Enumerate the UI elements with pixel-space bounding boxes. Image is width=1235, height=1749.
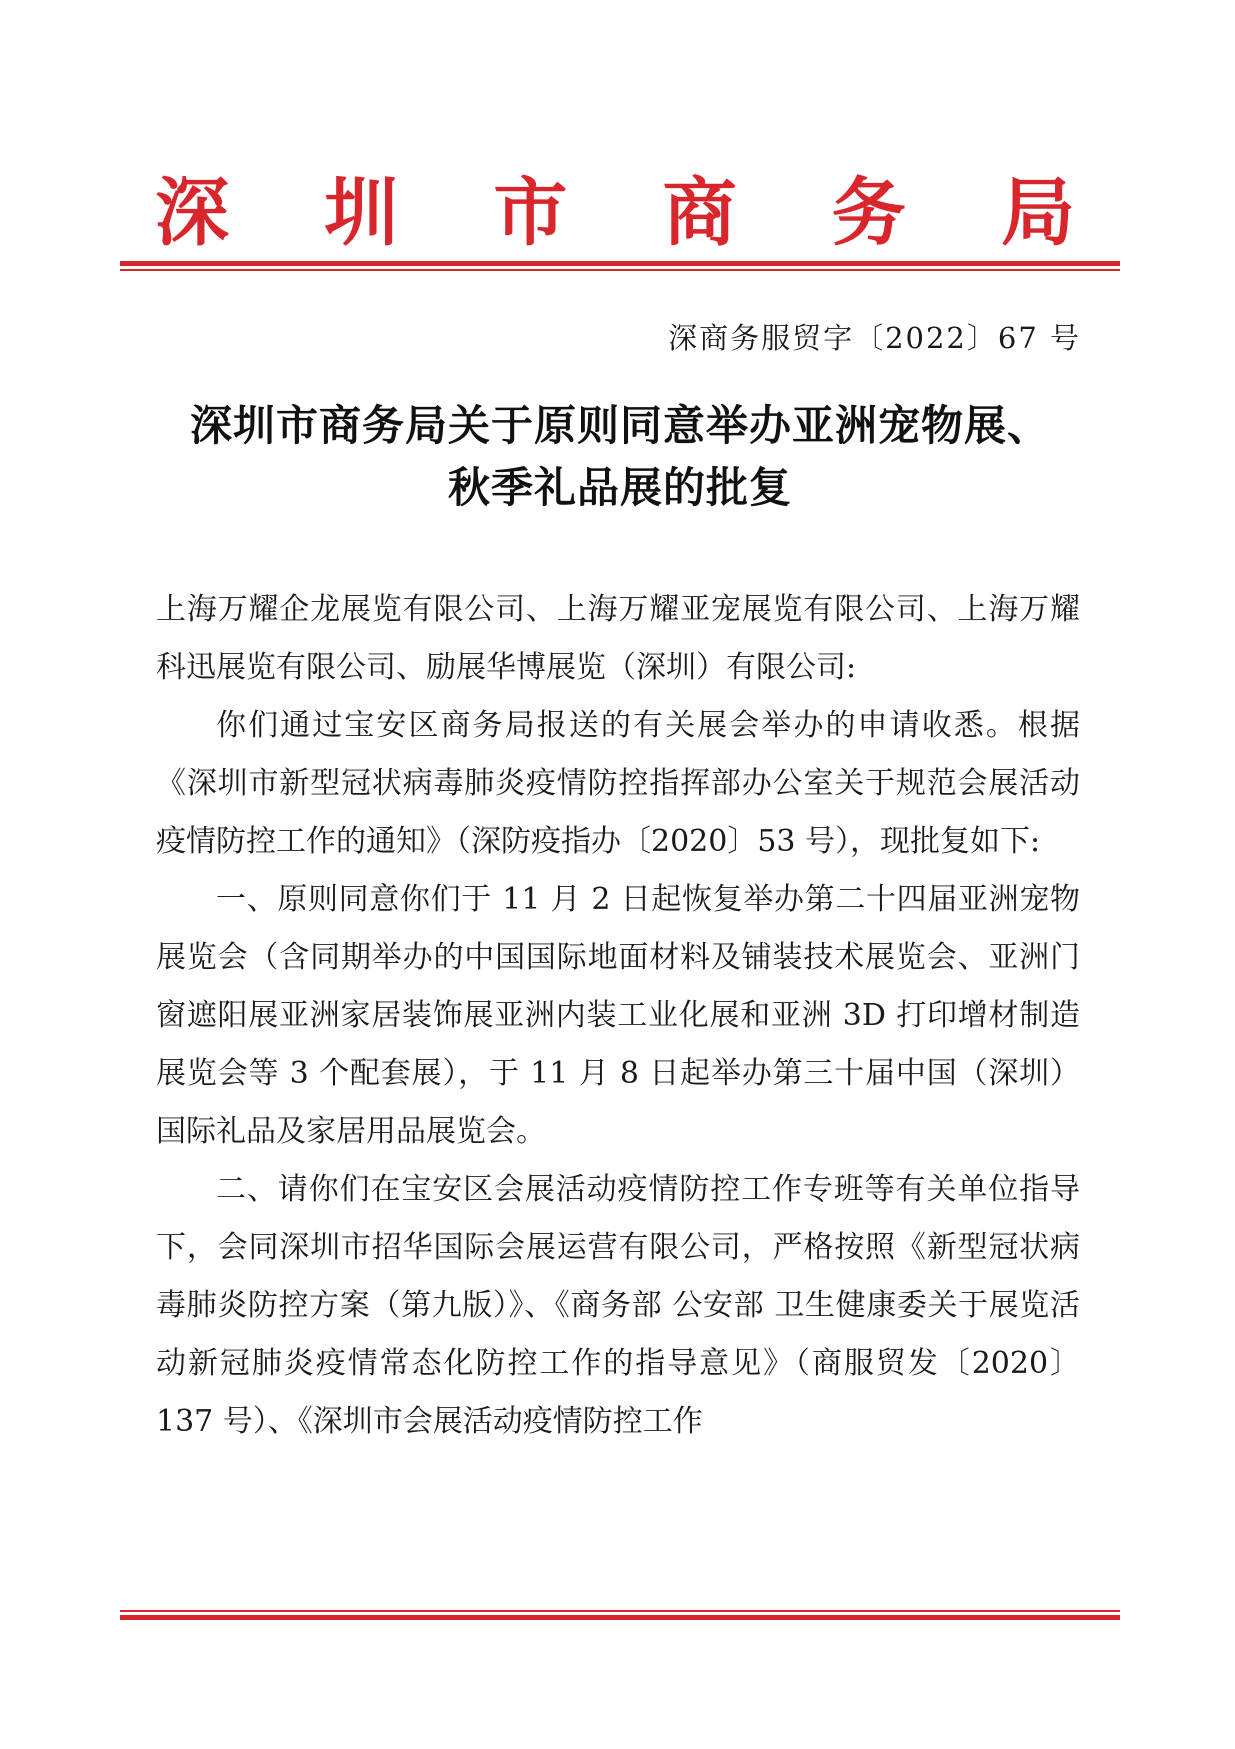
document-body xyxy=(156,581,1080,1451)
header-char: 深 xyxy=(155,170,229,256)
title-line: 秋季礼品展的批复 xyxy=(447,463,792,512)
header-char: 局 xyxy=(1000,170,1075,256)
header-char: 圳 xyxy=(324,170,399,256)
header-divider xyxy=(120,261,1120,271)
issuer-header xyxy=(155,168,1075,258)
header-char: 市 xyxy=(493,170,568,256)
header-char: 商 xyxy=(662,170,737,256)
document-title xyxy=(120,395,1120,519)
paragraph: 二、请你们在宝安区会展活动疫情防控工作专班等有关单位指导下，会同深圳市招华国际会展运营有限公司，严格按照《新型冠状病毒肺炎防控方案（第九版）》、《商务部 公安部 卫生健康委关于展览活动新冠肺炎疫情常态化防控工作的指导意见》（商服贸发〔2020〕137 号）、《深圳市会展活动疫情防控工作 xyxy=(156,1172,1080,1439)
footer-divider xyxy=(120,1610,1120,1620)
header-char: 务 xyxy=(831,170,906,256)
salutation: 上海万耀企龙展览有限公司、上海万耀亚宠展览有限公司、上海万耀科迅展览有限公司、励展华博展览（深圳）有限公司: xyxy=(156,592,1080,685)
paragraph: 你们通过宝安区商务局报送的有关展会举办的申请收悉。根据《深圳市新型冠状病毒肺炎疫情防控指挥部办公室关于规范会展活动疫情防控工作的通知》（深防疫指办〔2020〕53 号），现批复如下: xyxy=(156,708,1080,859)
title-line: 深圳市商务局关于原则同意举办亚洲宠物展、 xyxy=(189,401,1050,450)
paragraph: 一、原则同意你们于 11 月 2 日起恢复举办第二十四届亚洲宠物展览会（含同期举办的中国国际地面材料及铺装技术展览会、亚洲门窗遮阳展亚洲家居装饰展亚洲内装工业化展和亚洲 3D 打印增材制造展览会等 3 个配套展），于 11 月 8 日起举办第三十届中国（深圳）国际礼品及家居用品展览会。 xyxy=(156,882,1080,1149)
document-number: 深商务服贸字〔2022〕67 号 xyxy=(668,321,1081,355)
